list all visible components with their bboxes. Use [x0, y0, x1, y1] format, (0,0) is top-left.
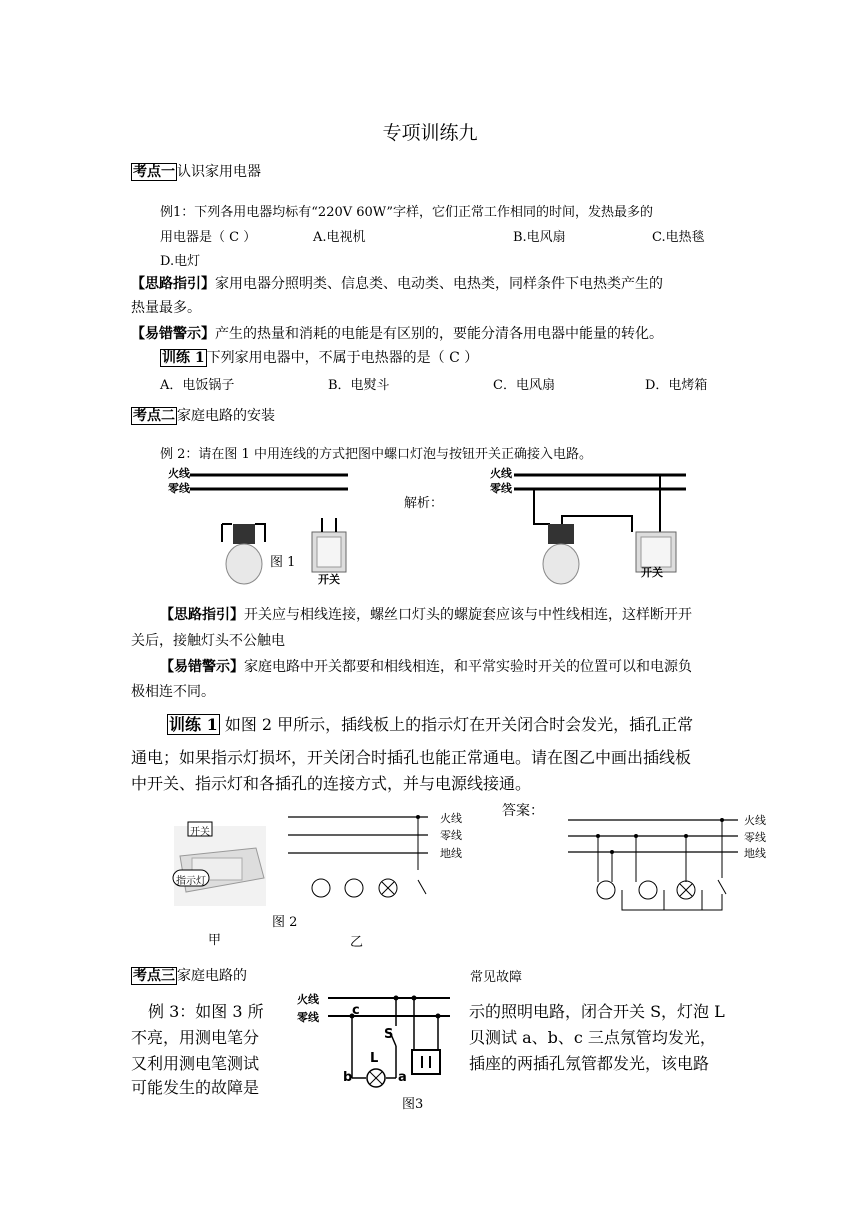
- photo-light-label: 指示灯: [176, 876, 206, 887]
- page-title: 专项训练九: [382, 122, 478, 144]
- training-text: 下列家用电器中，不属于电热器的是（ C ）: [206, 350, 479, 366]
- hint-1-line-1: [131, 273, 663, 293]
- figure-3-label: 图3: [402, 1097, 424, 1112]
- live-wire-label: 火线: [297, 993, 319, 1006]
- neutral-wire-label: 零线: [297, 1011, 319, 1024]
- example-3-left-4: 可能发生的故障是: [131, 1078, 260, 1097]
- warn-1: [131, 323, 663, 343]
- hint-1-line-2: 热量最多。: [131, 300, 201, 316]
- option-d: D.电灯: [160, 254, 201, 269]
- training-option-a: A．电饭锅子: [160, 378, 235, 393]
- option-c: C.电热毯: [652, 230, 705, 245]
- switch-label: 开关: [641, 566, 663, 579]
- live-wire-label: 火线: [168, 467, 190, 480]
- neutral-wire-label: 零线: [490, 482, 512, 495]
- ground-wire-label: 地线: [440, 847, 462, 860]
- hint-label: 【思路指引】: [131, 276, 215, 292]
- warn-2-line-1: [160, 656, 692, 676]
- training-2-line-1: [167, 712, 693, 735]
- live-wire-label: 火线: [440, 812, 462, 825]
- section-title: 家庭电路的安装: [177, 408, 275, 424]
- warn-2-line-2: 极相连不同。: [131, 684, 215, 700]
- neutral-wire-label: 零线: [168, 482, 190, 495]
- example-3-right-2: 贝测试 a、b、c 三点氖管均发光，: [469, 1028, 716, 1047]
- example-1-line-1: 例1：下列各用电器均标有“220V 60W”字样，它们正常工作相同的时间，发热最多的: [160, 205, 654, 220]
- neutral-wire-label: 零线: [744, 831, 766, 844]
- ground-wire-label: 地线: [744, 847, 766, 860]
- training-2-line-2: 通电；如果指示灯损坏，开关闭合时插孔也能正常通电。请在图乙中画出插线板: [131, 748, 692, 767]
- training-option-b: B．电熨斗: [328, 378, 390, 393]
- lamp-l-label: L: [370, 1051, 379, 1066]
- training-text: 如图 2 甲所示，插线板上的指示灯在开关闭合时会发光，插孔正常: [224, 715, 694, 734]
- training-tag: 训练 1: [162, 350, 205, 366]
- analysis-label: 解析：: [404, 496, 444, 511]
- section-title-left: 家庭电路的: [177, 968, 247, 984]
- section-tag: 考点二: [133, 408, 175, 424]
- hint-label: 【思路指引】: [160, 607, 244, 623]
- switch-s-label: S: [384, 1027, 394, 1042]
- example-3-left-2: 不亮，用测电笔分: [131, 1028, 260, 1047]
- photo-switch-label: 开关: [190, 827, 210, 838]
- point-b-label: b: [343, 1070, 353, 1085]
- section-3-heading: [131, 965, 247, 985]
- example-3-right-1: 示的照明电路，闭合开关 S，灯泡 L: [469, 1002, 725, 1021]
- section-2-heading: [131, 405, 275, 425]
- option-b: B.电风扇: [513, 230, 566, 245]
- hint-2-line-1: [160, 604, 692, 624]
- warn-text: 家庭电路中开关都要和相线相连，和平常实验时开关的位置可以和电源负: [244, 659, 692, 675]
- example-3-left-1: 例 3：如图 3 所: [148, 1002, 264, 1021]
- hint-2-line-2: 关后，接触灯头不公触电: [131, 633, 285, 649]
- hint-text: 开关应与相线连接，螺丝口灯头的螺旋套应该与中性线相连，这样断开开: [244, 607, 692, 623]
- point-a-label: a: [398, 1070, 407, 1085]
- warn-text: 产生的热量和消耗的电能是有区别的，要能分清各用电器中能量的转化。: [215, 326, 663, 342]
- figure-2-jia-label: 甲: [208, 933, 222, 948]
- training-1: [160, 347, 478, 367]
- training-option-d: D．电烤箱: [645, 378, 708, 393]
- training-option-c: C．电风扇: [493, 378, 555, 393]
- figure-1-label: 图 1: [270, 555, 296, 570]
- live-wire-label: 火线: [490, 467, 512, 480]
- example-2-text: 例 2：请在图 1 中用连线的方式把图中螺口灯泡与按钮开关正确接入电路。: [160, 447, 592, 462]
- section-title-right: 常见故障: [470, 970, 523, 985]
- power-strip-photo: [172, 818, 272, 908]
- option-a: A.电视机: [313, 230, 366, 245]
- section-tag: 考点一: [133, 164, 175, 180]
- section-tag: 考点三: [133, 968, 175, 984]
- example-3-left-3: 又利用测电笔测试: [131, 1054, 260, 1073]
- live-wire-label: 火线: [744, 814, 766, 827]
- figure-2-answer: [568, 814, 740, 914]
- warn-label: 【易错警示】: [131, 326, 215, 342]
- training-tag: 训练 1: [169, 715, 218, 734]
- warn-label: 【易错警示】: [160, 659, 244, 675]
- example-1-line-2: 用电器是（ C ）: [160, 230, 257, 245]
- figure-2-yi-label: 乙: [350, 935, 364, 950]
- figure-2-label: 图 2: [272, 915, 298, 930]
- example-3-right-3: 插座的两插孔氖管都发光，该电路: [469, 1054, 710, 1073]
- hint-text: 家用电器分照明类、信息类、电动类、电热类，同样条件下电热类产生的: [215, 276, 663, 292]
- figure-2-yi: [288, 810, 438, 910]
- section-1-heading: [131, 161, 261, 181]
- training-2-line-3: 中开关、指示灯和各插孔的连接方式，并与电源线接通。: [131, 774, 532, 793]
- answer-label: 答案：: [502, 803, 544, 819]
- section-title: 认识家用电器: [177, 164, 261, 180]
- switch-label: 开关: [318, 573, 340, 586]
- point-c-label: c: [352, 1003, 360, 1018]
- neutral-wire-label: 零线: [440, 829, 462, 842]
